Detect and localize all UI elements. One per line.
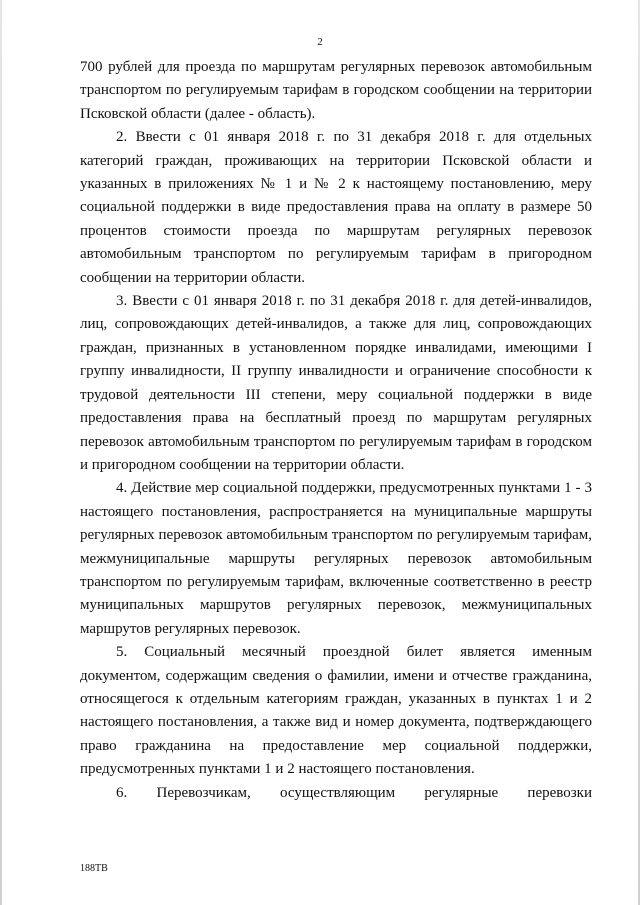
paragraph-item-5: 5. Социальный месячный проездной билет является именным документом, содержащим сведения о фамилии, имени и отчестве гражданина, относящегося к отдельным категориям граждан, указанных в пунктах 1 и 2 настоящего постановления, а также вид и номер документа, подтверждающего право гражданина на предоставление мер социальной поддержки, предусмотренных пунктами 1 и 2 настоящего постановления. [80, 644, 592, 778]
paragraph-item-4: 4. Действие мер социальной поддержки, предусмотренных пунктами 1 - 3 настоящего постановления, распространяется на муниципальные маршруты регулярных перевозок автомобильным транспортом по регулируемым тарифам, межмуниципальные маршруты регулярных перевозок автомобильным транспортом по регулируемым тарифам, включенные соответственно в реестр муниципальных маршрутов регулярных перевозок, межмуниципальных маршрутов регулярных перевозок. [80, 480, 592, 637]
paragraph-continuation: 700 рублей для проезда по маршрутам регулярных перевозок автомобильным транспортом по регулируемым тарифам в городском сообщении на территории Псковской области (далее - область). [80, 59, 592, 122]
paragraph-item-3: 3. Ввести с 01 января 2018 г. по 31 декабря 2018 г. для детей-инвалидов, лиц, сопровождающих детей-инвалидов, а также для лиц, сопровождающих граждан, признанных в установленном порядке инвалидами, имеющими I группу инвалидности, II группу инвалидности и ограничение способности к трудовой деятельности III степени, меру социальной поддержки в виде предоставления права на бесплатный проезд по маршрутам регулярных перевозок автомобильным транспортом по регулируемым тарифам в городском и пригородном сообщении на территории области. [80, 293, 592, 473]
document-body [80, 56, 592, 805]
page-number: 2 [317, 36, 323, 48]
paragraph-item-2: 2. Ввести с 01 января 2018 г. по 31 декабря 2018 г. для отдельных категорий граждан, проживающих на территории Псковской области и указанных в приложениях № 1 и № 2 к настоящему постановлению, меру социальной поддержки в виде предоставления права на оплату в размере 50 процентов стоимости проезда по маршрутам регулярных перевозок автомобильным транспортом по регулируемым тарифам в пригородном сообщении на территории области. [80, 129, 592, 286]
paragraph-item-6: 6. Перевозчикам, осуществляющим регулярные перевозки [116, 784, 592, 801]
scan-edge-left [0, 0, 2, 905]
document-code: 188ТВ [80, 863, 108, 874]
